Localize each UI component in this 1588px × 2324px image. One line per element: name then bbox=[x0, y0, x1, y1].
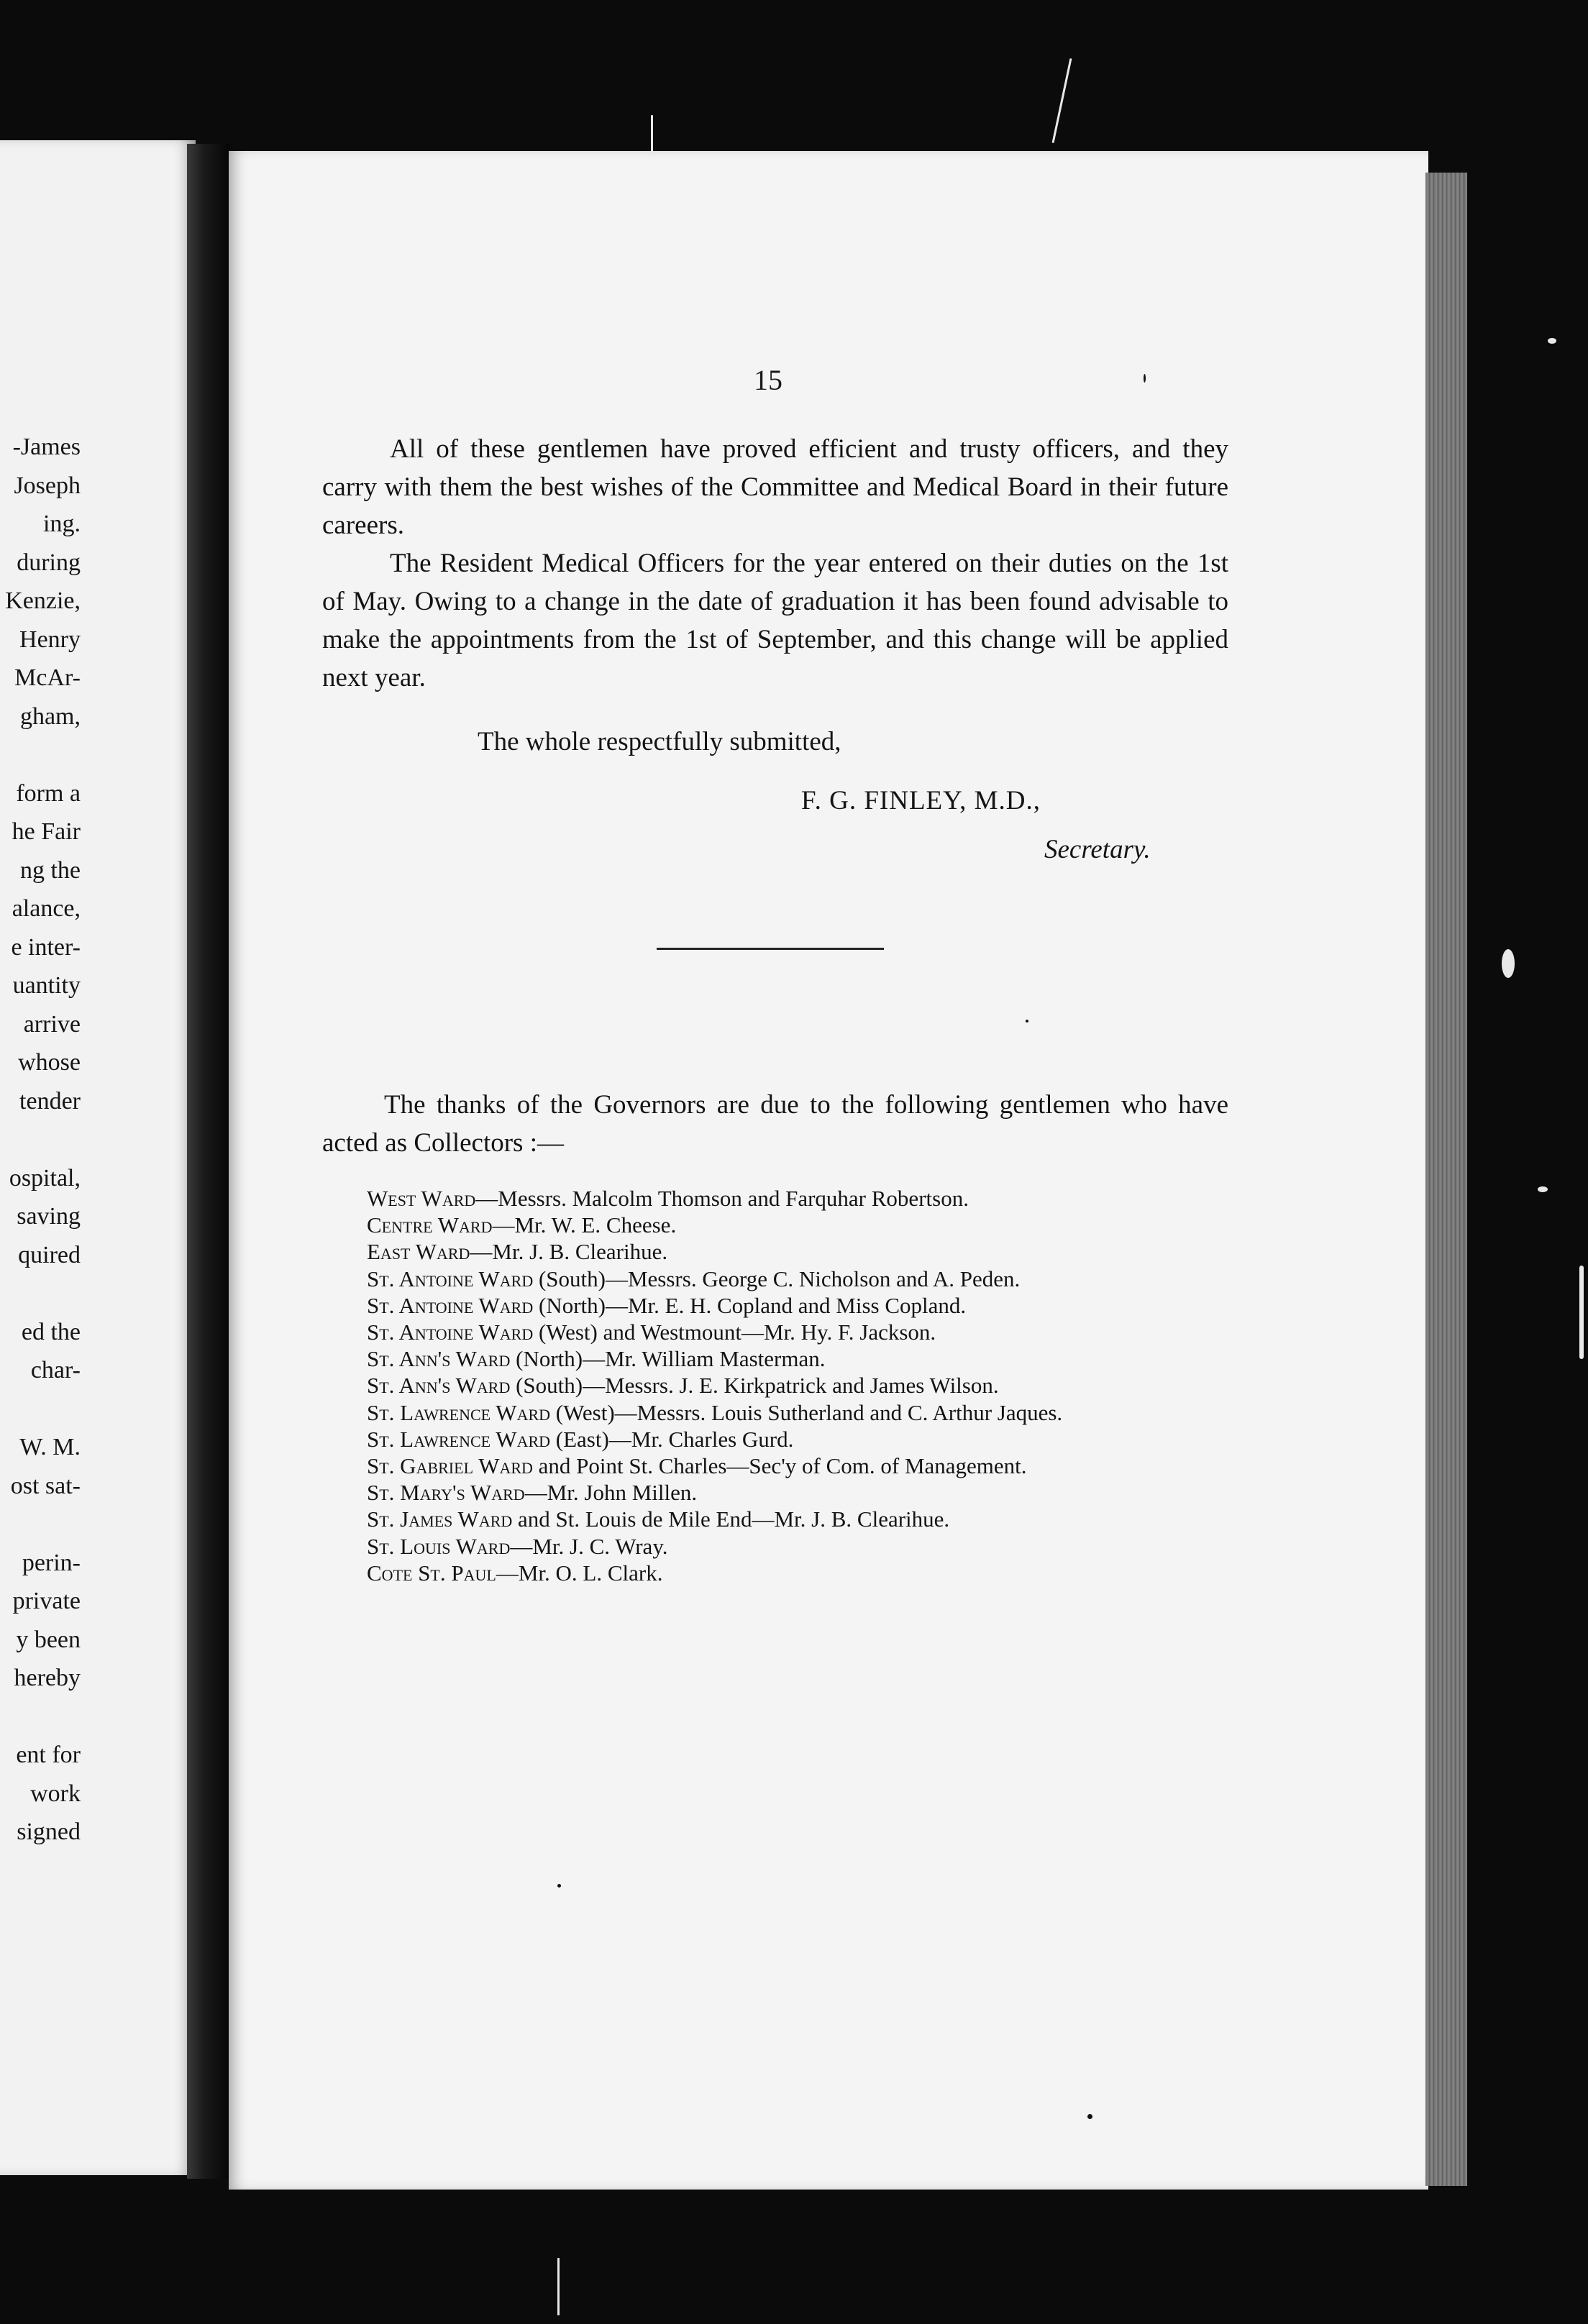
signature-name: F. G. FINLEY, M.D., bbox=[801, 786, 1041, 815]
scan-speck bbox=[1538, 1186, 1548, 1192]
left-line-fragment: arrive bbox=[23, 1010, 81, 1038]
scan-speck bbox=[1026, 1020, 1028, 1023]
book-gutter bbox=[187, 144, 230, 2179]
left-line-fragment: ing. bbox=[43, 511, 81, 537]
scan-speck bbox=[557, 1884, 561, 1888]
ward-name: St. Antoine Ward bbox=[367, 1266, 534, 1291]
ward-name: St. Ann's Ward bbox=[367, 1373, 511, 1399]
left-line-fragment: whose bbox=[18, 1049, 81, 1076]
collector-names: (East)—Mr. Charles Gurd. bbox=[550, 1426, 794, 1452]
left-line-fragment: ent for bbox=[16, 1742, 81, 1768]
left-line-fragment: hereby bbox=[14, 1665, 81, 1691]
ward-name: St. Lawrence Ward bbox=[367, 1399, 551, 1425]
collector-entry bbox=[367, 1319, 1266, 1345]
collector-entry bbox=[367, 1212, 1266, 1238]
collector-entry bbox=[367, 1479, 1266, 1506]
left-line-fragment: ospital, bbox=[9, 1164, 81, 1191]
scan-speck bbox=[557, 2258, 560, 2315]
ward-name: Cote St. Paul bbox=[367, 1560, 496, 1586]
left-line-fragment: during bbox=[17, 549, 81, 576]
left-line-gap bbox=[0, 736, 81, 774]
left-line-fragment: char- bbox=[30, 1357, 81, 1383]
left-line-fragment: ng the bbox=[19, 856, 81, 884]
ward-name: St. Antoine Ward bbox=[367, 1319, 534, 1345]
collectors-list bbox=[367, 1185, 1266, 1586]
collector-names: (West) and Westmount—Mr. Hy. F. Jackson. bbox=[533, 1319, 936, 1345]
left-line-fragment: Joseph bbox=[14, 472, 81, 499]
left-line-gap bbox=[0, 1505, 81, 1544]
left-line-fragment: quired bbox=[18, 1241, 81, 1268]
paragraph-resident-officers: The Resident Medical Officers for the year entered on their duties on the 1st of May. Owing to a change in the date of graduation it has been found advisable to make the appointments from the 1st of September, and this change will be applied next year. bbox=[322, 549, 1228, 692]
left-line-fragment: private bbox=[12, 1588, 81, 1614]
collector-names: —Mr. J. C. Wray. bbox=[510, 1533, 668, 1559]
left-page-text-fragments bbox=[0, 428, 81, 1852]
page-number: 15 bbox=[754, 364, 782, 396]
thanks-paragraph: The thanks of the Governors are due to the following gentlemen who have acted as Collectors :— bbox=[322, 1090, 1228, 1158]
collector-names: (West)—Messrs. Louis Sutherland and C. Arthur Jaques. bbox=[550, 1399, 1063, 1425]
left-line-fragment: form a bbox=[16, 779, 81, 807]
collector-entry bbox=[367, 1426, 1266, 1452]
ward-name: West Ward bbox=[367, 1186, 476, 1211]
collector-names: (North)—Mr. William Masterman. bbox=[510, 1346, 826, 1372]
left-line-fragment: he Fair bbox=[12, 818, 81, 845]
collector-entry bbox=[367, 1345, 1266, 1372]
collector-names: —Mr. O. L. Clark. bbox=[496, 1560, 663, 1586]
ward-name: St. Antoine Ward bbox=[367, 1292, 534, 1318]
left-line-fragment: -James bbox=[12, 434, 81, 460]
collector-entry bbox=[367, 1533, 1266, 1560]
left-line-fragment: perin- bbox=[22, 1549, 81, 1576]
scan-speck bbox=[1579, 1266, 1584, 1359]
page-edge-stack bbox=[1425, 173, 1467, 2186]
left-line-gap bbox=[0, 1120, 81, 1159]
collector-entry bbox=[367, 1560, 1266, 1586]
closing-line: The whole respectfully submitted, bbox=[478, 727, 841, 756]
left-line-fragment: ed the bbox=[21, 1318, 81, 1345]
left-line-fragment: Kenzie, bbox=[5, 587, 81, 614]
left-line-fragment: signed bbox=[17, 1819, 81, 1845]
left-line-gap bbox=[0, 1274, 81, 1313]
left-line-fragment: tender bbox=[19, 1087, 81, 1115]
collector-entry bbox=[367, 1506, 1266, 1532]
scan-speck bbox=[1144, 374, 1146, 383]
collector-names: (South)—Messrs. George C. Nicholson and A. Peden. bbox=[533, 1266, 1021, 1291]
paragraph-officers: All of these gentlemen have proved efficient and trusty officers, and they carry with them the best wishes of the Committee and Medical Board in their future careers. bbox=[322, 434, 1228, 540]
scan-speck bbox=[651, 115, 653, 155]
ward-name: St. Mary's Ward bbox=[367, 1480, 525, 1506]
ward-name: Centre Ward bbox=[367, 1212, 493, 1238]
left-facing-page bbox=[0, 140, 196, 2175]
section-divider bbox=[657, 948, 884, 950]
scan-speck bbox=[1087, 2114, 1092, 2119]
collector-entry bbox=[367, 1372, 1266, 1399]
collector-names: and St. Louis de Mile End—Mr. J. B. Clearihue. bbox=[512, 1506, 950, 1532]
collector-entry bbox=[367, 1452, 1266, 1479]
collector-names: —Mr. J. B. Clearihue. bbox=[470, 1239, 668, 1265]
ward-name: East Ward bbox=[367, 1239, 470, 1265]
signature-title: Secretary. bbox=[1044, 835, 1151, 864]
left-line-fragment: uantity bbox=[12, 972, 81, 999]
collector-names: and Point St. Charles—Sec'y of Com. of Management. bbox=[532, 1453, 1027, 1479]
collector-entry bbox=[367, 1292, 1266, 1319]
left-line-fragment: saving bbox=[17, 1203, 81, 1230]
scan-speck bbox=[1052, 58, 1072, 143]
scan-speck bbox=[1548, 338, 1556, 344]
report-body bbox=[322, 430, 1228, 697]
left-line-fragment: Henry bbox=[19, 626, 81, 653]
left-line-fragment: W. M. bbox=[19, 1434, 81, 1460]
left-line-gap bbox=[0, 1698, 81, 1737]
collector-names: —Messrs. Malcolm Thomson and Farquhar Robertson. bbox=[475, 1186, 969, 1211]
collector-entry bbox=[367, 1399, 1266, 1426]
thanks-section bbox=[322, 1086, 1228, 1162]
ward-name: St. Louis Ward bbox=[367, 1533, 511, 1559]
collector-entry bbox=[367, 1185, 1266, 1212]
left-line-fragment: alance, bbox=[12, 895, 81, 922]
collector-entry bbox=[367, 1266, 1266, 1292]
collector-names: (South)—Messrs. J. E. Kirkpatrick and James Wilson. bbox=[510, 1373, 999, 1399]
ward-name: St. Ann's Ward bbox=[367, 1346, 511, 1372]
ward-name: St. James Ward bbox=[367, 1506, 513, 1532]
left-line-gap bbox=[0, 1390, 81, 1429]
left-line-fragment: gham, bbox=[19, 703, 81, 730]
left-line-fragment: ost sat- bbox=[10, 1472, 81, 1499]
collector-names: —Mr. John Millen. bbox=[524, 1480, 698, 1506]
left-line-fragment: y been bbox=[16, 1626, 81, 1653]
collector-names: (North)—Mr. E. H. Copland and Miss Copland. bbox=[533, 1292, 967, 1318]
collector-names: —Mr. W. E. Cheese. bbox=[492, 1212, 677, 1238]
ward-name: St. Lawrence Ward bbox=[367, 1426, 551, 1452]
scan-speck bbox=[1502, 949, 1515, 978]
collector-entry bbox=[367, 1238, 1266, 1265]
ward-name: St. Gabriel Ward bbox=[367, 1453, 533, 1479]
left-line-fragment: McAr- bbox=[14, 664, 81, 691]
left-line-fragment: e inter- bbox=[11, 933, 81, 961]
left-line-fragment: work bbox=[30, 1780, 81, 1807]
